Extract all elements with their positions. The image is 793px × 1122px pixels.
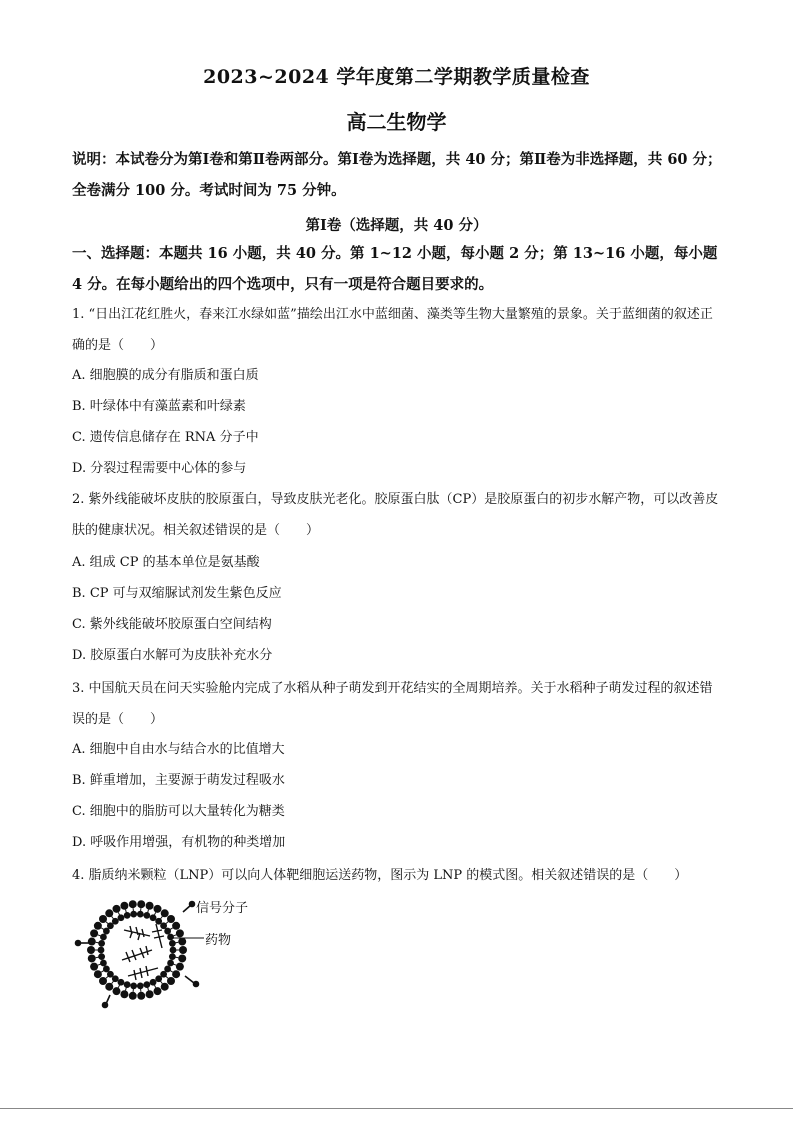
exam-title: 2023~2024 学年度第二学期教学质量检查 xyxy=(203,66,590,88)
lipid-head xyxy=(146,902,154,910)
lipid-head xyxy=(130,982,137,989)
lipid-head xyxy=(118,914,125,921)
lipid-tail xyxy=(126,910,127,913)
question-1-stem: 1. “日出江花红胜火，春来江水绿如蓝”描绘出江水中蓝细菌、藻类等生物大量繁殖的景象。关于蓝细菌的叙述正确的是（ ） xyxy=(72,307,713,353)
lipid-head xyxy=(99,915,107,923)
lipid-tail xyxy=(118,985,119,988)
lipid-head xyxy=(169,940,176,947)
lipid-head xyxy=(124,912,131,919)
lipid-head xyxy=(154,987,162,995)
question-3-option-c: C. 细胞中的脂肪可以大量转化为糖类 xyxy=(72,804,285,819)
question-2-option-b: B. CP 可与双缩脲试剂发生紫色反应 xyxy=(72,586,282,601)
lipid-tail xyxy=(101,971,104,973)
lipid-tail xyxy=(126,988,127,991)
lipid-head xyxy=(170,947,177,954)
lipid-head xyxy=(167,960,174,967)
lipid-head xyxy=(150,979,157,986)
lipid-head xyxy=(90,929,98,937)
lipid-head xyxy=(120,990,128,998)
lipid-tail xyxy=(154,912,155,915)
lipid-tail xyxy=(175,942,178,943)
lipid-tail xyxy=(118,912,119,915)
lipid-head xyxy=(99,977,107,985)
lipid-head xyxy=(94,922,102,930)
question-1-option-c: C. 遗传信息储存在 RNA 分子中 xyxy=(72,430,259,445)
lipid-bilayer xyxy=(87,900,187,1000)
lipid-head xyxy=(178,954,186,962)
lipid-head xyxy=(112,905,120,913)
lipid-head xyxy=(176,929,184,937)
exam-instructions: 说明：本试卷分为第Ⅰ卷和第Ⅱ卷两部分。第Ⅰ卷为选择题，共 40 分；第Ⅱ卷为非选择题，共 60 分；全卷满分 100 分。考试时间为 75 分钟。 xyxy=(72,151,722,199)
lipid-head xyxy=(90,963,98,971)
lipid-tail xyxy=(148,910,149,913)
question-4-stem: 4. 脂质纳米颗粒（LNP）可以向人体靶细胞运送药物，图示为 LNP 的模式图。相关叙述错误的是（ ） xyxy=(72,868,688,883)
lipid-head xyxy=(167,915,175,923)
lipid-head xyxy=(143,981,150,988)
lipid-head xyxy=(172,970,180,978)
lipid-tail xyxy=(161,916,163,918)
lipid-head xyxy=(161,983,169,991)
drug-molecules xyxy=(122,924,164,980)
lipid-head xyxy=(137,900,145,908)
lipid-head xyxy=(100,934,107,941)
lipid-head xyxy=(137,911,144,918)
question-1-option-a: A. 细胞膜的成分有脂质和蛋白质 xyxy=(72,368,259,383)
question-3-option-b: B. 鲜重增加，主要源于萌发过程吸水 xyxy=(72,773,285,788)
lipid-head xyxy=(146,990,154,998)
page-divider xyxy=(0,1108,793,1109)
lipid-head xyxy=(98,953,105,960)
question-3-option-a: A. 细胞中自由水与结合水的比值增大 xyxy=(72,742,285,757)
lipid-tail xyxy=(161,981,163,983)
lipid-tail xyxy=(154,985,155,988)
lipid-tail xyxy=(96,957,99,958)
lipid-tail xyxy=(98,935,101,936)
lipid-head xyxy=(87,946,95,954)
label-signal-molecule: 信号分子 xyxy=(196,901,249,916)
lipid-head xyxy=(137,992,145,1000)
question-2-option-a: A. 组成 CP 的基本单位是氨基酸 xyxy=(72,555,260,570)
lipid-tail xyxy=(148,988,149,991)
lipid-head xyxy=(150,914,157,921)
lipid-head xyxy=(112,987,120,995)
lipid-tail xyxy=(173,935,176,936)
lipid-head xyxy=(179,946,187,954)
lipid-tail xyxy=(166,976,168,978)
question-2-option-c: C. 紫外线能破坏胶原蛋白空间结构 xyxy=(72,617,272,632)
lipid-tail xyxy=(173,964,176,965)
lipid-head xyxy=(143,912,150,919)
lipid-head xyxy=(137,982,144,989)
question-3-option-d: D. 呼吸作用增强，有机物的种类增加 xyxy=(72,835,286,850)
question-2-stem: 2. 紫外线能破坏皮肤的胶原蛋白，导致皮肤光老化。胶原蛋白肽（CP）是胶原蛋白的初步水解产物，可以改善皮肤的健康状况。相关叙述错误的是（ ） xyxy=(72,492,719,538)
section-title: 第Ⅰ卷（选择题，共 40 分） xyxy=(305,217,488,234)
lipid-head xyxy=(103,966,110,973)
lipid-head xyxy=(154,905,162,913)
lipid-tail xyxy=(170,928,173,930)
lipid-head xyxy=(130,911,137,918)
lipid-tail xyxy=(112,916,114,918)
lipid-head xyxy=(169,953,176,960)
lnp-diagram xyxy=(70,892,270,1012)
question-2-option-d: D. 胶原蛋白水解可为皮肤补充水分 xyxy=(72,648,273,663)
lipid-tail xyxy=(96,942,99,943)
lipid-head xyxy=(178,938,186,946)
question-3-stem: 3. 中国航天员在问天实验舱内完成了水稻从种子萌发到开花结实的全周期培养。关于水稻种子萌发过程的叙述错误的是（ ） xyxy=(72,681,713,727)
lipid-head xyxy=(161,909,169,917)
lipid-tail xyxy=(101,928,104,930)
lipid-head xyxy=(124,981,131,988)
lipid-head xyxy=(120,902,128,910)
lipid-head xyxy=(98,940,105,947)
exam-subject: 高二生物学 xyxy=(346,110,447,134)
lipid-head xyxy=(164,928,171,935)
lipid-head xyxy=(167,977,175,985)
lipid-tail xyxy=(112,981,114,983)
label-drug: 药物 xyxy=(205,933,232,948)
lipid-tail xyxy=(106,922,108,924)
lipid-head xyxy=(105,909,113,917)
part-intro: 一、选择题：本题共 16 小题，共 40 分。第 1~12 小题，每小题 2 分；第 13~16 小题，每小题 4 分。在每小题给出的四个选项中，只有一项是符合题目要求的。 xyxy=(72,245,718,293)
lipid-tail xyxy=(166,922,168,924)
lipid-head xyxy=(167,934,174,941)
question-1-option-d: D. 分裂过程需要中心体的参与 xyxy=(72,461,247,476)
lipid-head xyxy=(176,963,184,971)
lipid-head xyxy=(118,979,125,986)
lipid-head xyxy=(88,938,96,946)
question-1-option-b: B. 叶绿体中有藻蓝素和叶绿素 xyxy=(72,399,246,414)
lipid-tail xyxy=(98,964,101,965)
lipid-head xyxy=(172,922,180,930)
lipid-tail xyxy=(170,971,173,973)
lipid-head xyxy=(105,983,113,991)
lipid-tail xyxy=(175,957,178,958)
lipid-head xyxy=(98,947,105,954)
lipid-head xyxy=(100,960,107,967)
lipid-tail xyxy=(106,976,108,978)
lipid-head xyxy=(88,954,96,962)
lipid-head xyxy=(129,992,137,1000)
lipid-head xyxy=(94,970,102,978)
lipid-head xyxy=(129,900,137,908)
